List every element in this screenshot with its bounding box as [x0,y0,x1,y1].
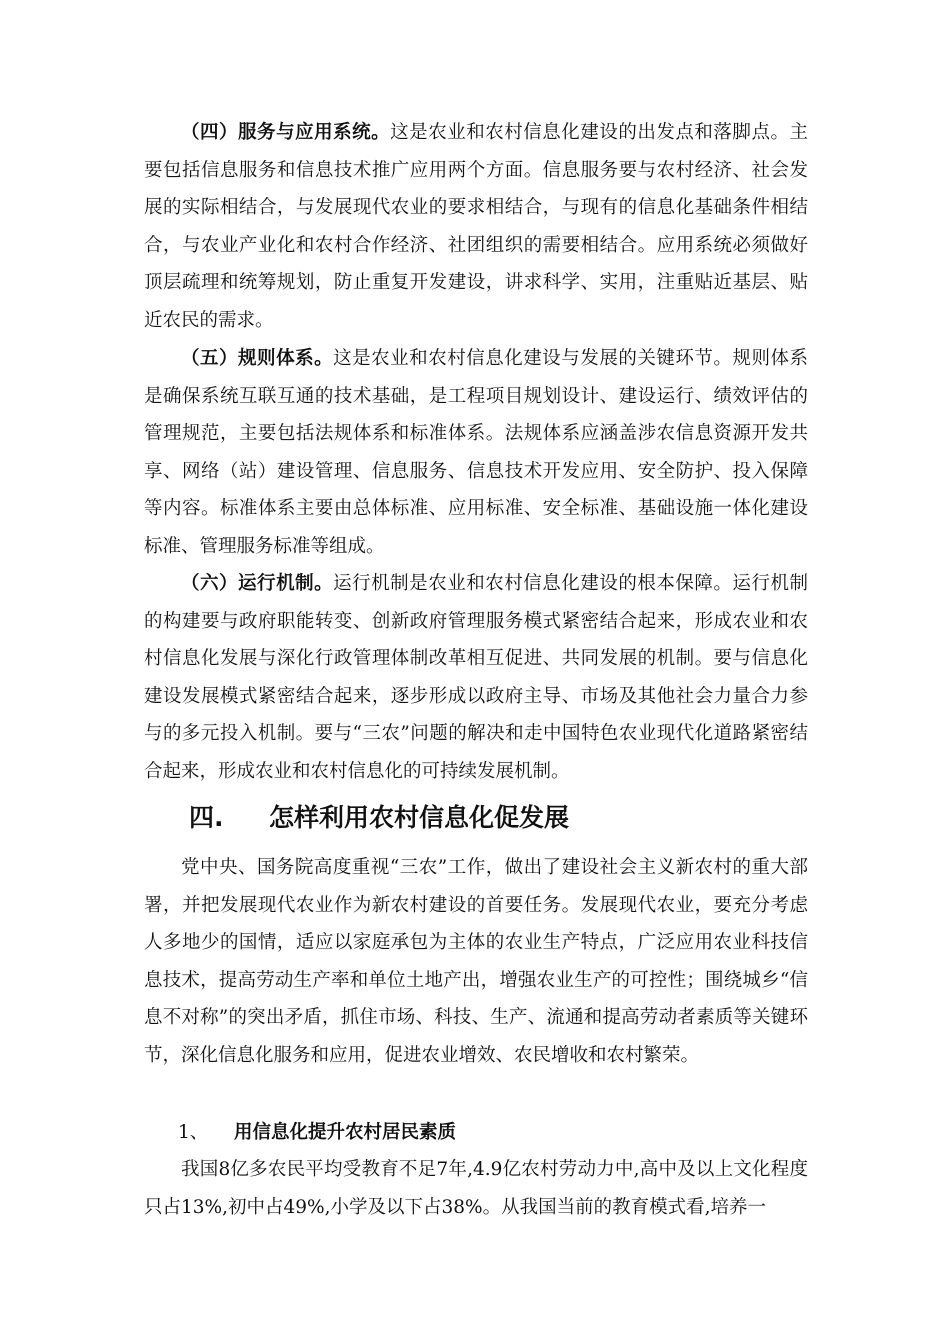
section-number: 四. [189,803,224,832]
paragraph-text: 这是农业和农村信息化建设的出发点和落脚点。主要包括信息服务和信息技术推广应用两个方面。信息服务要与农村经济、社会发展的实际相结合，与发展现代农业的要求相结合，与现有的信息化基础条件相结合，与农业产业化和农村合作经济、社团组织的需要相结合。应用系统必须做好顶层疏理和统筹规划，防止重复开发建设，讲求科学、实用，注重贴近基层、贴近农民的需求。 [144,122,808,331]
paragraph-text: 运行机制是农业和农村信息化建设的根本保障。运行机制的构建要与政府职能转变、创新政府管理服务模式紧密结合起来，形成农业和农村信息化发展与深化行政管理体制改革相互促进、共同发展的机制。要与信息化建设发展模式紧密结合起来，逐步形成以政府主导、市场及其他社会力量合力参与的多元投入机制。要与“三农”问题的解决和走中国特色农业现代化道路紧密结合起来，形成农业和农村信息化的可持续发展机制。 [144,573,808,782]
subsection-heading [178,1116,456,1150]
paragraph-education: 我国8亿多农民平均受教育不足7年,4.9亿农村劳动力中,高中及以上文化程度只占13%,初中占49%,小学及以下占38%。从我国当前的教育模式看,培养一 [144,1159,808,1218]
paragraph-service-system [144,114,808,340]
paragraph-rule-system [144,340,808,566]
paragraph-lead: （四）服务与应用系统。 [181,122,391,143]
paragraph-operation-mechanism [144,565,808,791]
paragraph-text: 这是农业和农村信息化建设与发展的关键环节。规则体系是确保系统互联互通的技术基础，是工程项目规划设计、建设运行、绩效评估的管理规范，主要包括法规体系和标准体系。法规体系应涵盖涉农信息资源开发共享、网络（站）建设管理、信息服务、信息技术开发应用、安全防护、投入保障等内容。标准体系主要由总体标准、应用标准、安全标准、基础设施一体化建设标准、管理服务标准等组成。 [144,348,808,557]
paragraph-lead: （五）规则体系。 [181,348,334,369]
subsection-title: 用信息化提升农村居民素质 [234,1122,457,1143]
section-title: 怎样利用农村信息化促发展 [269,803,570,832]
subsection-number: 1、 [178,1122,209,1143]
section-heading [189,798,569,838]
paragraph-intro: 党中央、国务院高度重视“三农”工作，做出了建设社会主义新农村的重大部署，并把发展现代农业作为新农村建设的首要任务。发展现代农业，要充分考虑人多地少的国情，适应以家庭承包为主体的农业生产特点，广泛应用农业科技信息技术，提高劳动生产率和单位土地产出，增强农业生产的可控性；围绕城乡“信息不对称”的突出矛盾，抓住市场、科技、生产、流通和提高劳动者素质等关键环节，深化信息化服务和应用，促进农业增效、农民增收和农村繁荣。 [144,857,808,1066]
paragraph-lead: （六）运行机制。 [181,573,334,594]
